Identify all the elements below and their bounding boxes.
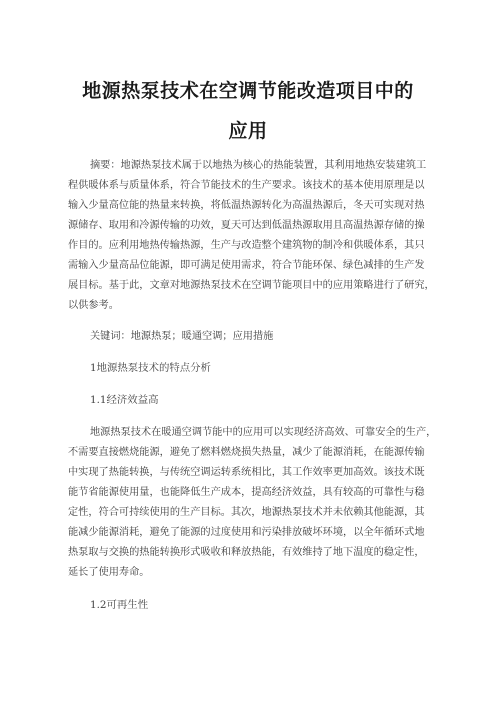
body-line: 不需要直接燃烧能源，避免了燃料燃烧损失热量，减少了能源消耗，在能源传输 — [68, 447, 425, 458]
body-line: 能减少能源消耗，避免了能源的过度使用和污染排放破坏环境，以全年循环式地 — [68, 527, 425, 538]
body-line: 热泵取与交换的热能转换形式吸收和释放热能，有效维持了地下温度的稳定性， — [68, 547, 425, 558]
title-line-2: 应用 — [228, 120, 268, 142]
abstract-line: 程供暖体系与质量体系，符合节能技术的生产要求。该技术的基本使用原理是以 — [68, 180, 425, 191]
abstract-line: 摘要：地源热泵技术属于以地热为核心的热能装置，其利用地热安装建筑工 — [90, 160, 427, 171]
abstract-line: 源储存、取用和冷源传输的功效，夏天可达到低温热源取用且高温热源存储的操 — [68, 220, 425, 231]
body-line: 地源热泵技术在暖通空调节能中的应用可以实现经济高效、可靠安全的生产， — [90, 427, 437, 438]
body-line: 延长了使用寿命。 — [68, 567, 150, 578]
title-line-1: 地源热泵技术在空调节能改造项目中的 — [82, 80, 414, 102]
abstract-line: 展目标。基于此，文章对地源热泵技术在空调节能项目中的应用策略进行了研究， — [68, 280, 435, 291]
section-heading-1: 1地源热泵技术的特点分析 — [90, 362, 211, 374]
abstract-line: 以供参考。 — [68, 300, 119, 311]
keywords: 关键词：地源热泵；暖通空调；应用措施 — [90, 331, 274, 342]
section-heading-1-2: 1.2可再生性 — [90, 599, 149, 611]
section-heading-1-1: 1.1经济效益高 — [90, 394, 159, 406]
abstract-line: 作目的。应利用地热传输热源，生产与改造整个建筑物的制冷和供暖体系，其只 — [68, 240, 425, 251]
body-line: 定性，符合可持续使用的生产目标。其次，地源热泵技术并未依赖其他能源，其 — [68, 507, 425, 518]
body-line: 中实现了热能转换，与传统空调运转系统相比，其工作效率更加高效。该技术既 — [68, 467, 425, 478]
body-line: 能节省能源使用量，也能降低生产成本，提高经济效益，具有较高的可靠性与稳 — [68, 487, 425, 498]
abstract-line: 输入少量高位能的热量来转换，将低温热源转化为高温热源后，冬天可实现对热 — [68, 200, 425, 211]
abstract-line: 需输入少量高品位能源，即可满足使用需求，符合节能环保、绿色减排的生产发 — [68, 260, 425, 271]
